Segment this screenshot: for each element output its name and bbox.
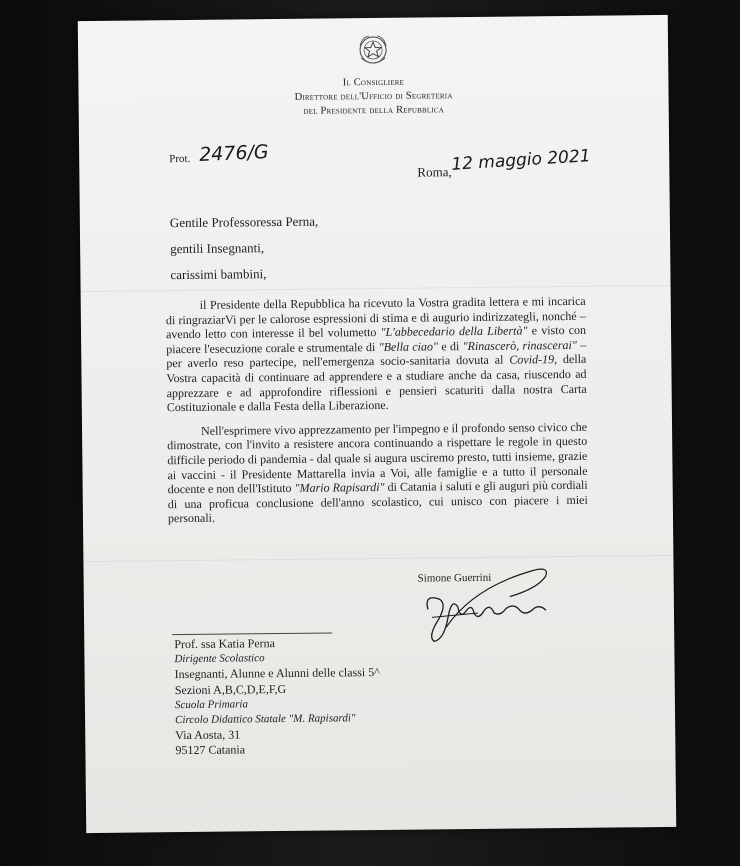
text-run: , della Vostra capacità di continuare ad apprendere e a studiare anche da casa, riuscendo ad apprezzare e ad approfondire riflessioni e pensieri scaturiti dalla nostra Carta Costituzionale e dalla Festa della Liberazione. <box>166 352 587 415</box>
signer-name: Simone Guerrini <box>417 571 492 585</box>
city-address: 95127 Catania <box>175 742 246 758</box>
text-run: e di <box>437 338 463 354</box>
emphasis: Covid-19 <box>509 352 555 367</box>
text-run: il Presidente della Repubblica ha ricevuto la Vostra gradita lettera e mi incarica di ringraziarVi per le calorose espressioni di stima e di augurio indirizzategli, nonché – avendo letto con interesse il bel volumetto <box>165 293 586 342</box>
letterhead-line: Direttore dell'Ufficio di Segreteria <box>294 90 453 103</box>
recipient-address <box>174 635 381 759</box>
protocol-label: Prot. <box>169 152 191 166</box>
salutation-line: Gentile Professoressa Perna, <box>169 213 319 231</box>
song-title: "Rinascerò, rinascerai" <box>462 337 577 353</box>
paper-fold <box>83 555 673 562</box>
institute-name: Circolo Didattico Statale "M. Rapisardi" <box>175 712 356 727</box>
school-name: "Mario Rapisardi" <box>294 480 385 495</box>
salutation-line: gentili Insegnanti, <box>170 240 265 257</box>
song-title: "Bella ciao" <box>378 339 439 354</box>
letterhead-line: Il Consigliere <box>342 76 405 89</box>
recipient-line: Insegnanti, Alunne e Alunni delle classi 5^ <box>174 665 380 682</box>
recipient-role: Dirigente Scolastico <box>174 652 265 666</box>
protocol-number: 2476/G <box>198 140 270 167</box>
date-place: Roma, <box>417 164 452 180</box>
body-paragraph-2 <box>167 420 588 527</box>
recipient-line: Sezioni A,B,C,D,E,F,G <box>174 681 287 697</box>
text-run: Nell'esprimere vivo apprezzamento per l'impegno e il profondo senso civico che dimostrate, con l'invito a resistere ancora continuando a rispettare le regole in questo difficile periodo di pandemia - dal quale si augura usciremo presto, tutti insieme, grazie ai vaccini - il Presidente Mattarella invia a Voi, alle famiglie e a tutto il personale docente e non dell'Istituto <box>167 419 588 497</box>
handwritten-date: 12 maggio 2021 <box>450 146 592 175</box>
text-run: – per averlo reso partecipe, nell'emergenza socio-sanitaria dovuta al <box>166 337 587 371</box>
salutation <box>170 209 319 289</box>
letter-body <box>166 294 588 535</box>
text-run: di Catania i saluti e gli auguri più cordiali di una proficua conclusione dell'anno scolastico, cui unisco con piacere i miei personali. <box>167 477 588 526</box>
italian-republic-emblem-icon <box>356 32 390 68</box>
salutation-line: carissimi bambini, <box>170 266 267 283</box>
letterhead <box>228 75 518 120</box>
letter-sheet <box>78 15 676 833</box>
text-run: e visto con piacere l'esecuzione corale e strumentale di <box>166 322 587 356</box>
recipient-name: Prof. ssa Katia Perna <box>174 636 276 652</box>
handwritten-signature <box>413 556 564 648</box>
letterhead-line: del Presidente della Repubblica <box>303 104 445 117</box>
body-paragraph-1 <box>166 294 587 415</box>
book-title: "L'abbecedario della Libertà" <box>380 323 528 340</box>
street-address: Via Aosta, 31 <box>175 727 241 743</box>
paper-fold <box>81 285 671 292</box>
school-type: Scuola Primaria <box>174 698 249 711</box>
